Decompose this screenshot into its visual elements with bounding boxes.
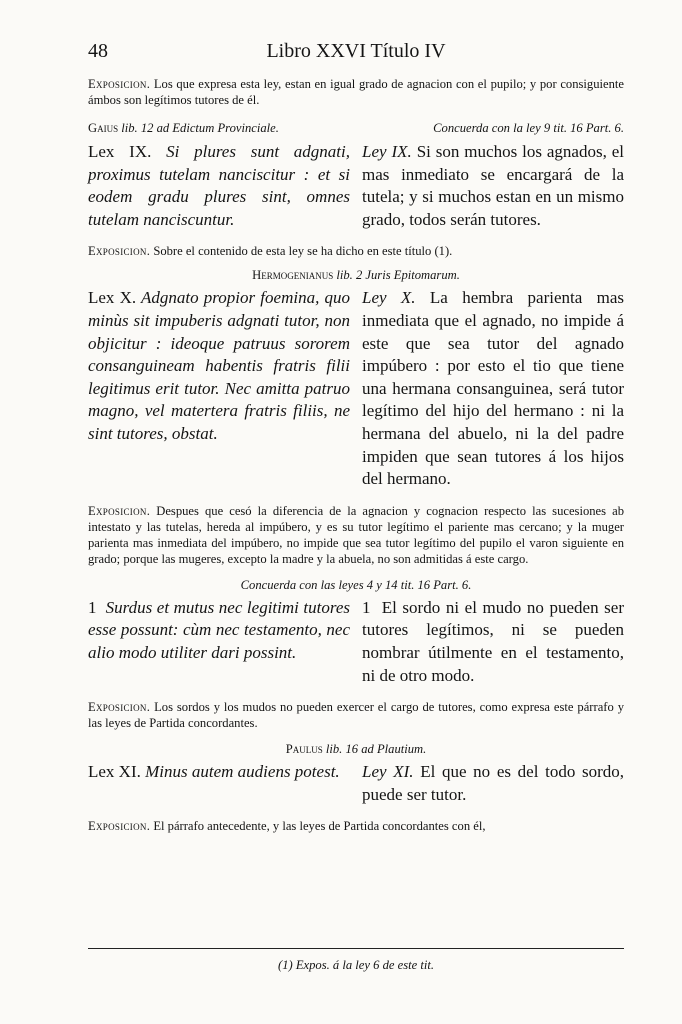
exposicion-paragraph-3: [88, 503, 624, 567]
lex-x-spanish-text: La hembra parienta mas inmediata que el agnado, no impide á este que sea tutor del agnado impúbero : por esto el tio que tiene una hermana consanguinea, será tutor legítimo del hijo del hermano : ni la hermana del abuelo, ni la del padre impiden que sean tutores á los hijos del hermano.: [362, 288, 624, 489]
exposicion-text: Sobre el contenido de esta ley se ha dicho en este título (1).: [153, 244, 453, 259]
source-citation: lib. 16 ad Plautium.: [325, 742, 427, 757]
exposicion-label: Exposicion.: [88, 244, 151, 259]
lex-x-source: [88, 267, 624, 283]
lex-xi-columns: [88, 761, 624, 806]
para-1-source: Concuerda con las leyes 4 y 14 tit. 16 Part. 6.: [240, 577, 472, 592]
lex-ix-source-right: Concuerda con la ley 9 tit. 16 Part. 6.: [433, 121, 624, 135]
lex-ix-spanish: [362, 141, 624, 231]
lex-xi-latin-label: Lex XI.: [88, 762, 141, 782]
footnote: (1) Expos. á la ley 6 de este tit.: [278, 958, 434, 972]
para-1-latin-text: Surdus et mutus nec legitimi tutores esse possunt: cùm nec testamento, nec alio modo utiliter dari possint.: [88, 597, 351, 662]
exposicion-label: Exposicion.: [88, 700, 151, 715]
page: [88, 40, 624, 834]
footnote-divider: [88, 948, 624, 949]
running-title: Libro XXVI Título IV: [266, 40, 446, 62]
lex-xi-spanish: [362, 761, 624, 806]
lex-ix-columns: [88, 141, 624, 231]
exposicion-paragraph-4: [88, 699, 624, 731]
lex-x-latin: [88, 287, 350, 445]
exposicion-label: Exposicion.: [88, 819, 151, 834]
lex-ix-latin: [88, 141, 350, 231]
exposicion-paragraph-5: [88, 818, 624, 834]
lex-ix-latin-text: Si plures sunt adgnati, proximus tutelam nanciscitur : et si eodem gradu plures sint, omnes tutelam nanciscuntur.: [88, 142, 350, 229]
lex-x-spanish-label: Ley X.: [362, 288, 416, 308]
lex-ix-latin-label: Lex IX.: [88, 142, 152, 161]
lex-x-latin-label: Lex X.: [88, 288, 137, 308]
lex-xi-spanish-text: El que no es del todo sordo, puede ser tutor.: [362, 762, 625, 804]
lex-ix-sources: [88, 120, 624, 136]
para-1-columns: [88, 597, 624, 687]
para-1-spanish: [362, 597, 624, 687]
page-number: 48: [88, 40, 108, 62]
source-citation: lib. 12 ad Edictum Provinciale.: [121, 121, 279, 135]
source-citation: lib. 2 Juris Epitomarum.: [336, 268, 460, 283]
source-author: Hermogenianus: [252, 268, 334, 283]
lex-x-latin-text: Adgnato propior foemina, quo minùs sit impuberis adgnati tutor, non objicitur : ideoque patruus sororem consanguineam habentis fratris filii legitimus erit tutor. Nec amitta patruo magno, vel matertera fratris filiis, ne sint tutores, obstat.: [88, 288, 350, 443]
exposicion-text: Despues que cesó la diferencia de la agnacion y cognacion respecto las sucesiones ab intestato y las tutelas, hereda al impúbero, y es su tutor legítimo el pariente mas cercano; y la muger parienta mas inmediata del impúbero, no impide que sea tutor legítimo del pupilo el varon siguiente en grado; porque las mugeres, excepto la madre y la abuela, no son admitidas á este cargo.: [88, 503, 624, 566]
lex-ix-spanish-label: Ley IX.: [362, 142, 412, 161]
source-author: Paulus: [285, 742, 323, 757]
exposicion-paragraph-1: [88, 76, 624, 108]
para-1-latin-number: 1: [88, 597, 97, 617]
para-1-latin: [88, 597, 350, 665]
lex-x-spanish: [362, 287, 624, 490]
exposicion-text: Los sordos y los mudos no pueden exercer el cargo de tutores, como expresa este párrafo y las leyes de Partida concordantes.: [88, 700, 624, 731]
lex-ix-spanish-text: Si son muchos los agnados, el mas inmediato se encargará de la tutela; y si muchos estan en un mismo grado, todos serán tutores.: [362, 142, 625, 229]
exposicion-text: El párrafo antecedente, y las leyes de Partida concordantes con él,: [153, 819, 486, 834]
para-1-spanish-number: 1: [362, 597, 371, 617]
exposicion-label: Exposicion.: [88, 503, 151, 518]
lex-x-columns: [88, 287, 624, 490]
exposicion-text: Los que expresa esta ley, estan en igual grado de agnacion con el pupilo; y por consiguiente ámbos son legítimos tutores de él.: [88, 77, 624, 107]
exposicion-paragraph-2: [88, 243, 624, 259]
lex-xi-spanish-label: Ley XI.: [362, 762, 414, 782]
page-header: [88, 40, 624, 70]
lex-xi-latin: [88, 761, 350, 784]
lex-xi-latin-text: Minus autem audiens potest.: [145, 762, 340, 782]
lex-ix-source-left: [88, 120, 279, 136]
para-1-spanish-text: El sordo ni el mudo no pueden ser tutores legítimos, ni se pueden nombrar útilmente en el testamento, ni de otro modo.: [362, 597, 624, 685]
lex-xi-source: [88, 741, 624, 757]
exposicion-label: Exposicion.: [88, 77, 151, 91]
source-author: Gaius: [88, 121, 119, 135]
